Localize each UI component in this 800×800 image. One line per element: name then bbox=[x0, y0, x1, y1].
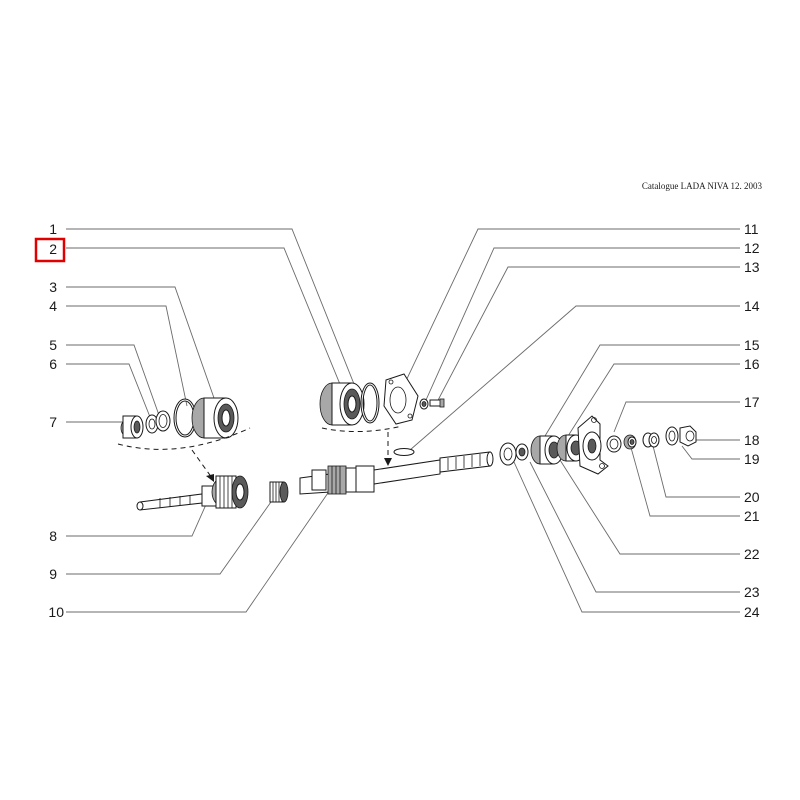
callout-17[interactable]: 17 bbox=[744, 394, 760, 410]
callout-4[interactable]: 4 bbox=[49, 298, 57, 314]
part-11-cover-plate bbox=[384, 374, 418, 424]
part-23-spacer bbox=[516, 444, 528, 460]
callout-23[interactable]: 23 bbox=[744, 584, 760, 600]
part-9-needle-bearing bbox=[270, 482, 288, 502]
catalogue-caption: Catalogue LADA NIVA 12. 2003 bbox=[641, 181, 762, 191]
rear-flange-parts bbox=[500, 416, 696, 474]
callout-5[interactable]: 5 bbox=[49, 337, 57, 353]
part-14-key bbox=[394, 449, 414, 456]
part-16-flange bbox=[578, 416, 608, 474]
callout-2[interactable]: 2 bbox=[49, 241, 57, 257]
input-shaft-bearing-parts bbox=[118, 398, 250, 482]
callout-19[interactable]: 19 bbox=[744, 451, 760, 467]
part-13-bolt bbox=[430, 399, 444, 407]
callout-20[interactable]: 20 bbox=[744, 489, 760, 505]
part-7-bush bbox=[121, 416, 143, 438]
cover-plate-parts bbox=[384, 374, 444, 466]
part-20-ring bbox=[643, 433, 659, 447]
callout-15[interactable]: 15 bbox=[744, 337, 760, 353]
callout-3[interactable]: 3 bbox=[49, 279, 57, 295]
callout-18[interactable]: 18 bbox=[744, 432, 760, 448]
callout-8[interactable]: 8 bbox=[49, 528, 57, 544]
part-24-washer bbox=[500, 443, 516, 465]
shaft-parts bbox=[137, 452, 493, 510]
callout-numbers-left bbox=[36, 221, 64, 620]
callout-24[interactable]: 24 bbox=[744, 604, 760, 620]
part-3-bearing bbox=[192, 398, 238, 438]
callout-9[interactable]: 9 bbox=[49, 566, 57, 582]
callout-22[interactable]: 22 bbox=[744, 546, 760, 562]
callout-6[interactable]: 6 bbox=[49, 356, 57, 372]
callout-13[interactable]: 13 bbox=[744, 259, 760, 275]
callout-11[interactable]: 11 bbox=[744, 221, 759, 237]
callout-14[interactable]: 14 bbox=[744, 298, 760, 314]
callout-7[interactable]: 7 bbox=[49, 414, 57, 430]
part-21-ring bbox=[624, 435, 636, 449]
part-12-washer bbox=[420, 399, 428, 409]
callout-10[interactable]: 10 bbox=[48, 604, 64, 620]
part-10-main-shaft bbox=[300, 452, 493, 494]
part-1-bearing bbox=[320, 383, 364, 425]
callout-numbers-right bbox=[744, 221, 760, 620]
callout-21[interactable]: 21 bbox=[744, 508, 760, 524]
part-18-nut bbox=[680, 426, 696, 446]
callout-12[interactable]: 12 bbox=[744, 240, 760, 256]
callout-16[interactable]: 16 bbox=[744, 356, 760, 372]
part-17-ring bbox=[607, 436, 621, 452]
callout-1[interactable]: 1 bbox=[49, 221, 57, 237]
part-19-washer bbox=[666, 427, 678, 445]
part-8-input-shaft bbox=[137, 476, 248, 510]
part-5-ring bbox=[156, 411, 170, 431]
